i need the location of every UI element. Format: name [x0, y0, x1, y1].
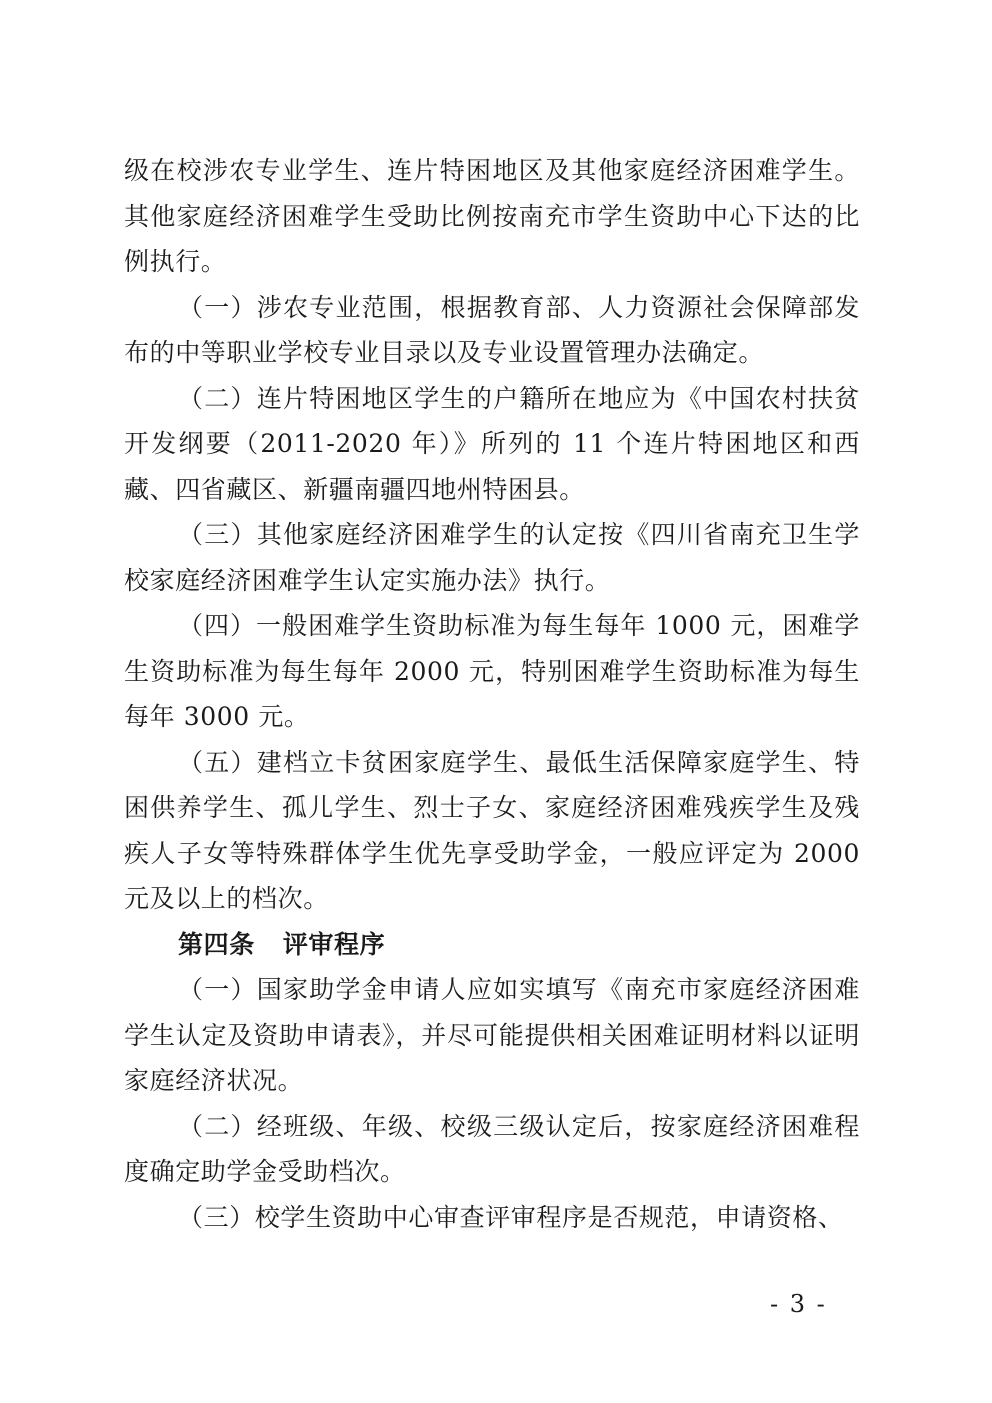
paragraph-aid-standards: （四）一般困难学生资助标准为每生每年 1000 元，困难学生资助标准为每生每年 2000 元，特别困难学生资助标准为每生每年 3000 元。: [124, 611, 860, 731]
paragraph-poverty-areas: （二）连片特困地区学生的户籍所在地应为《中国农村扶贫开发纲要（2011-2020 年）》所列的 11 个连片特困地区和西藏、四省藏区、新疆南疆四地州特困县。: [124, 383, 860, 504]
paragraph-continuation: 级在校涉农专业学生、连片特困地区及其他家庭经济困难学生。其他家庭经济困难学生受助比例按南充市学生资助中心下达的比例执行。: [124, 156, 860, 276]
document-body: [124, 148, 860, 1240]
paragraph-procedure-levels: （二）经班级、年级、校级三级认定后，按家庭经济困难程度确定助学金受助档次。: [124, 1111, 860, 1186]
section-heading-title: 评审程序: [282, 929, 386, 959]
paragraph-procedure-review: （三）校学生资助中心审查评审程序是否规范，申请资格、: [178, 1202, 844, 1232]
page-number: - 3 -: [770, 1290, 827, 1318]
paragraph-priority-groups: （五）建档立卡贫困家庭学生、最低生活保障家庭学生、特困供养学生、孤儿学生、烈士子女、家庭经济困难残疾学生及残疾人子女等特殊群体学生优先享受助学金，一般应评定为 2000 元及以上的档次。: [124, 747, 860, 913]
section-heading: [124, 922, 860, 968]
section-heading-article: 第四条: [178, 929, 255, 959]
paragraph-agri-major-scope: （一）涉农专业范围，根据教育部、人力资源社会保障部发布的中等职业学校专业目录以及专业设置管理办法确定。: [124, 292, 860, 367]
paragraph-other-difficulty: （三）其他家庭经济困难学生的认定按《四川省南充卫生学校家庭经济困难学生认定实施办法》执行。: [124, 520, 860, 595]
paragraph-procedure-apply: （一）国家助学金申请人应如实填写《南充市家庭经济困难学生认定及资助申请表》，并尽可能提供相关困难证明材料以证明家庭经济状况。: [124, 975, 860, 1095]
